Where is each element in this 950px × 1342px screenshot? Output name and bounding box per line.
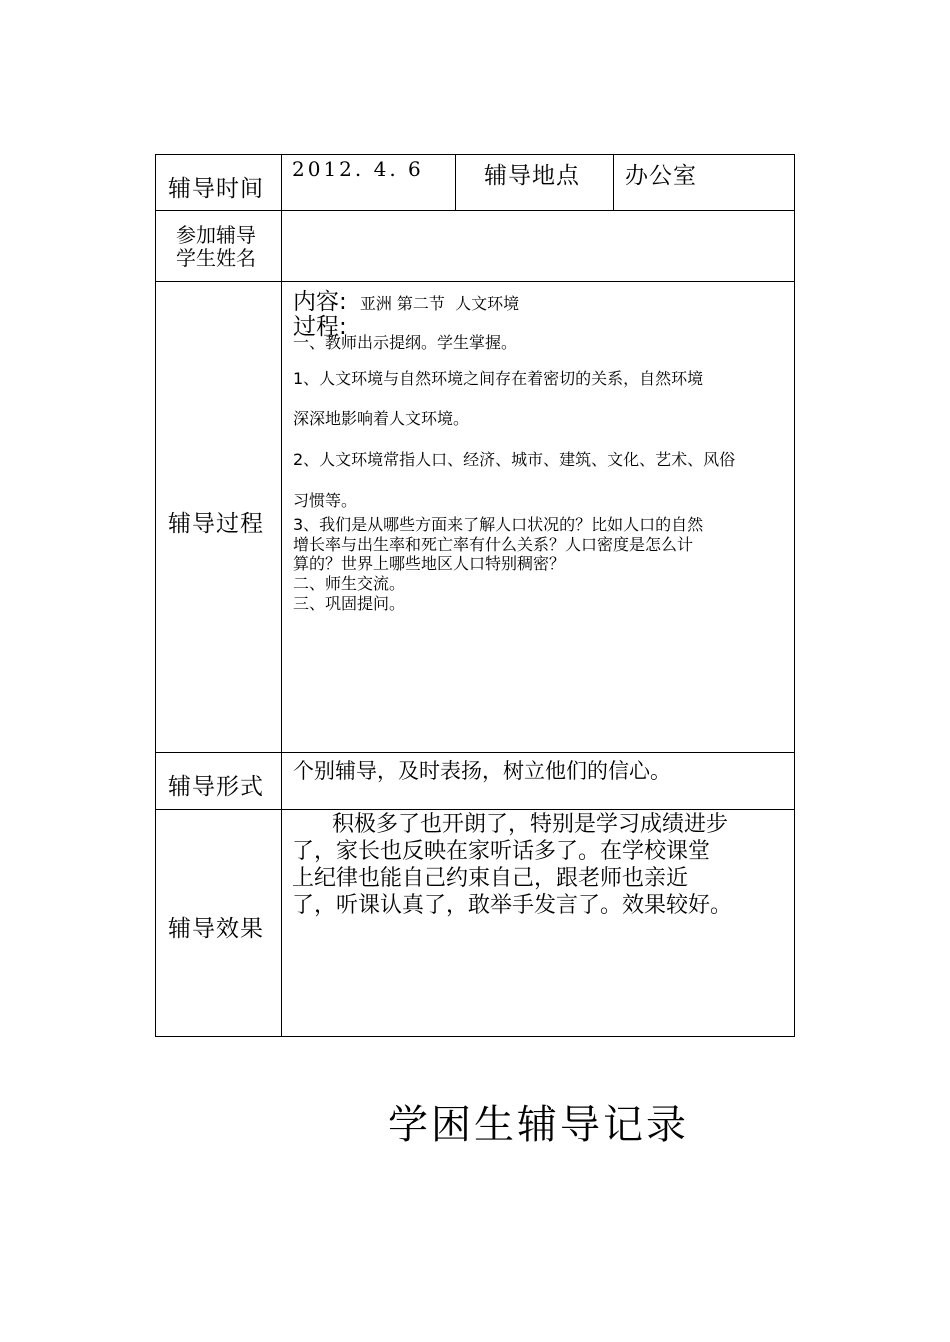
table-row-divider bbox=[155, 809, 795, 810]
process-line: 3、我们是从哪些方面来了解人口状况的？比如人口的自然 bbox=[293, 515, 704, 534]
process-line: 深深地影响着人文环境。 bbox=[293, 409, 470, 428]
students-label bbox=[176, 224, 256, 270]
process-line: 2、人文环境常指人口、经济、城市、建筑、文化、艺术、风俗 bbox=[293, 450, 736, 469]
effect-line: 了，听课认真了，敢举手发言了。效果较好。 bbox=[292, 893, 733, 918]
content-label: 内容: bbox=[293, 289, 347, 315]
process-line: 增长率与出生率和死亡率有什么关系？人口密度是怎么计 bbox=[293, 535, 694, 554]
table-col-divider bbox=[455, 154, 456, 211]
table-row-divider bbox=[155, 210, 795, 211]
table-border-bottom bbox=[155, 1036, 795, 1037]
process-line: 三、巩固提问。 bbox=[293, 594, 406, 613]
process-line: 算的？世界上哪些地区人口特别稠密？ bbox=[293, 554, 566, 573]
table-col-divider bbox=[281, 154, 282, 1037]
students-label-line1: 参加辅导 bbox=[176, 223, 256, 247]
place-label: 辅导地点 bbox=[484, 163, 580, 189]
table-border-right bbox=[794, 154, 795, 1037]
table-border-top bbox=[155, 154, 795, 155]
process-line: 习惯等。 bbox=[293, 491, 358, 510]
place-value: 办公室 bbox=[625, 163, 697, 189]
process-line: 一、教师出示提纲。学生掌握。 bbox=[293, 333, 518, 352]
effect-text bbox=[292, 811, 732, 919]
effect-line: 积极多了也开朗了，特别是学习成绩进步 bbox=[332, 812, 729, 837]
page-title: 学困生辅导记录 bbox=[388, 1102, 689, 1148]
process-line: 1、人文环境与自然环境之间存在着密切的关系，自然环境 bbox=[293, 369, 704, 388]
process-label: 辅导过程 bbox=[168, 511, 264, 537]
time-label: 辅导时间 bbox=[168, 176, 264, 202]
table-row-divider bbox=[155, 281, 795, 282]
students-label-line2: 学生姓名 bbox=[176, 246, 256, 270]
process-sub-label: 过程: bbox=[293, 314, 347, 340]
content-value: 亚洲 第二节 人文环境 bbox=[359, 294, 520, 313]
table-col-divider bbox=[613, 154, 614, 211]
effect-line: 上纪律也能自己约束自己，跟老师也亲近 bbox=[292, 866, 689, 891]
time-value: 2012. 4. 6 bbox=[292, 157, 424, 181]
form-value: 个别辅导，及时表扬，树立他们的信心。 bbox=[293, 759, 671, 783]
effect-label: 辅导效果 bbox=[168, 916, 264, 942]
form-label: 辅导形式 bbox=[168, 774, 264, 800]
process-line: 二、师生交流。 bbox=[293, 574, 406, 593]
effect-line: 了，家长也反映在家听话多了。在学校课堂 bbox=[292, 839, 711, 864]
table-row-divider bbox=[155, 752, 795, 753]
table-border-left bbox=[155, 154, 156, 1037]
